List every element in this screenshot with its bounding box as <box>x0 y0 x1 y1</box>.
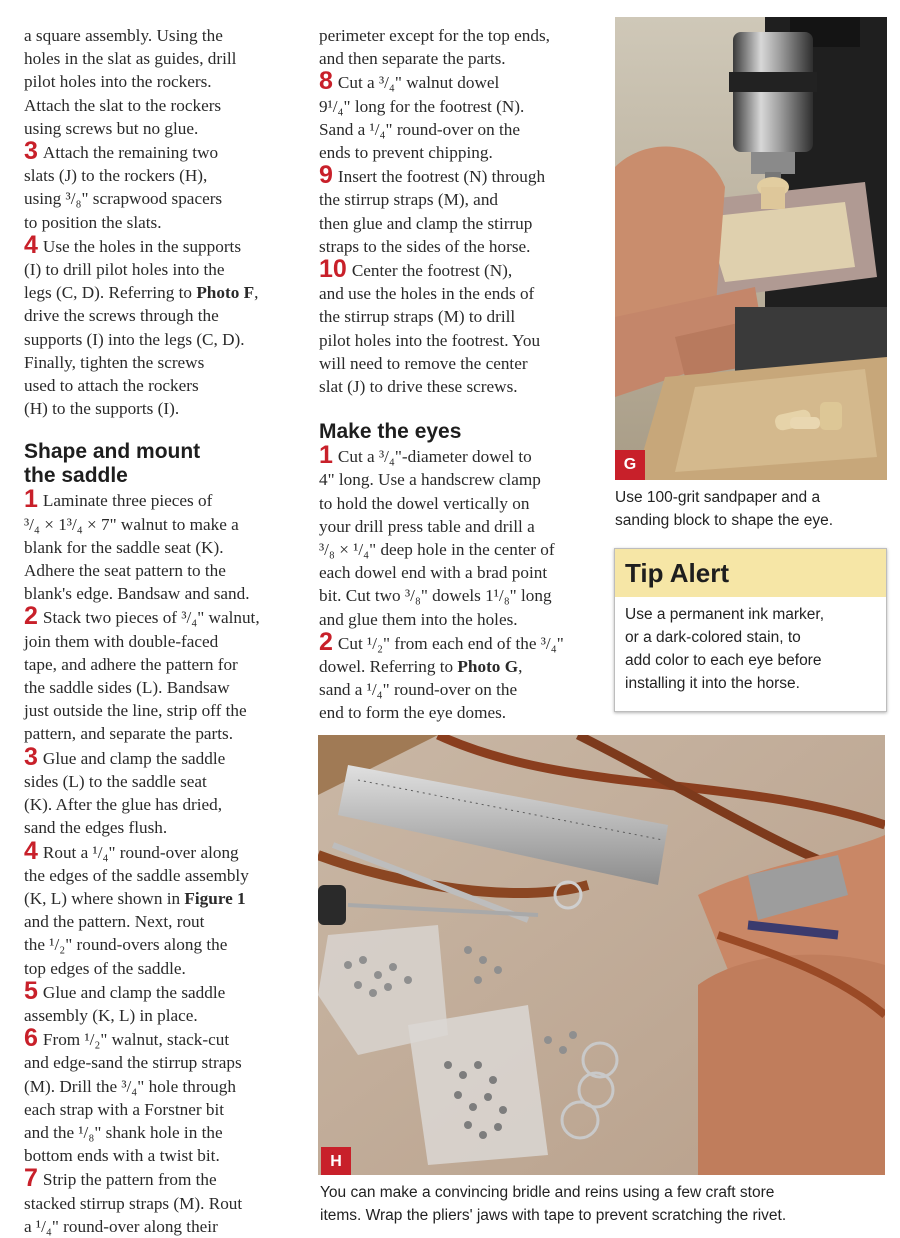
step-line: 4 Use the holes in the supports <box>24 230 242 259</box>
step-line: stacked stirrup straps (M). Rout <box>24 1193 243 1213</box>
step-line: 10 Center the footrest (N), <box>319 255 513 284</box>
step-line: 4" long. Use a handscrew clamp <box>319 470 541 490</box>
step-number: 6 <box>24 1024 38 1053</box>
photo-tag: H <box>321 1147 351 1175</box>
section-heading: the saddle <box>24 464 128 488</box>
step-line: 1 Laminate three pieces of <box>24 485 213 514</box>
step-line: 2 Cut ¹/₂" from each end of the ³/₄" <box>319 627 564 656</box>
photo-tag: G <box>615 450 645 480</box>
step-number: 1 <box>24 485 38 514</box>
step-line: 3 Glue and clamp the saddle <box>24 742 226 771</box>
step-number: 7 <box>24 1164 38 1193</box>
tip-alert-title: Tip Alert <box>615 549 886 597</box>
column-2 <box>319 24 604 725</box>
step-line: ends to prevent chipping. <box>319 143 493 163</box>
step-line: Finally, tighten the screws <box>24 352 205 372</box>
column-1 <box>24 24 294 1238</box>
step-number: 1 <box>319 441 333 470</box>
paragraph-line: using screws but no glue. <box>24 118 199 138</box>
step-line: slats (J) to the rockers (H), <box>24 166 208 186</box>
step-line: supports (I) into the legs (C, D). <box>24 329 245 349</box>
step-line: and use the holes in the ends of <box>319 284 535 304</box>
step-number: 4 <box>24 836 38 865</box>
step-line: and edge-sand the stirrup straps <box>24 1053 242 1073</box>
step-number: 2 <box>319 627 333 656</box>
step-line: 9 Insert the footrest (N) through <box>319 161 546 190</box>
photo-reference: Photo F <box>196 283 255 303</box>
step-line: and the pattern. Next, rout <box>24 912 205 932</box>
photo-reference: Photo G <box>457 657 519 677</box>
step-line: 5 Glue and clamp the saddle <box>24 976 226 1005</box>
step-number: 2 <box>24 602 38 631</box>
step-line: Sand a ¹/₄" round-over on the <box>319 119 520 139</box>
step-line: and glue them into the holes. <box>319 609 518 629</box>
step-number: 4 <box>24 230 38 259</box>
step-line: a ¹/₄" round-over along their <box>24 1216 218 1236</box>
step-line: (H) to the supports (I). <box>24 399 180 419</box>
photo-g-caption: Use 100-grit sandpaper and a sanding block to shape the eye. <box>615 489 834 529</box>
step-number: 5 <box>24 976 38 1005</box>
step-line: the stirrup straps (M), and <box>319 190 499 210</box>
step-line: sides (L) to the saddle seat <box>24 771 207 791</box>
step-line: to position the slats. <box>24 212 162 232</box>
step-line: tape, and adhere the pattern for <box>24 654 238 674</box>
step-line: each strap with a Forstner bit <box>24 1099 224 1119</box>
step-number: 3 <box>24 137 38 166</box>
step-line: (M). Drill the ³/₄" hole through <box>24 1076 236 1096</box>
step-line: 4 Rout a ¹/₄" round-over along <box>24 836 239 865</box>
figure-reference: Figure 1 <box>184 888 246 908</box>
step-line: 9¹/₄" long for the footrest (N). <box>319 96 525 116</box>
step-line: will need to remove the center <box>319 353 528 373</box>
photo-g-illustration <box>615 17 887 480</box>
step-line: the ¹/₂" round-overs along the <box>24 935 228 955</box>
step-line: your drill press table and drill a <box>319 516 535 536</box>
step-line: Adhere the seat pattern to the <box>24 561 226 581</box>
step-line: top edges of the saddle. <box>24 958 186 978</box>
paragraph-line: perimeter except for the top ends, <box>319 26 550 45</box>
photo-h-caption: You can make a convincing bridle and reins using a few craft store items. Wrap the pliers' jaws with tape to prevent scratching the rivet. <box>320 1184 787 1224</box>
step-line: slat (J) to drive these screws. <box>319 377 518 397</box>
step-line: just outside the line, strip off the <box>24 701 247 721</box>
tip-alert-body: Use a permanent ink marker, or a dark-colored stain, to add color to each eye before installing it into the horse. <box>625 606 825 692</box>
step-line: to hold the dowel vertically on <box>319 493 530 513</box>
step-line: 8 Cut a ³/₄" walnut dowel <box>319 67 500 96</box>
section-heading: Shape and mount <box>24 440 201 464</box>
step-line: used to attach the rockers <box>24 376 199 396</box>
step-line: end to form the eye domes. <box>319 703 507 723</box>
paragraph-line: pilot holes into the rockers. <box>24 72 212 92</box>
step-line: the edges of the saddle assembly <box>24 865 249 885</box>
step-line: (K, L) where shown in Figure 1 <box>24 888 246 908</box>
step-line: ³/₈ × ¹/₄" deep hole in the center of <box>319 540 555 560</box>
step-line: sand a ¹/₄" round-over on the <box>319 680 518 700</box>
photo-g-drill-press <box>615 17 887 480</box>
photo-h-illustration <box>318 735 885 1175</box>
step-line: 1 Cut a ³/₄"-diameter dowel to <box>319 441 532 470</box>
step-line: blank for the saddle seat (K). <box>24 537 224 557</box>
step-line: dowel. Referring to Photo G, <box>319 657 523 677</box>
step-line: drive the screws through the <box>24 306 219 326</box>
step-line: 7 Strip the pattern from the <box>24 1164 217 1193</box>
step-line: pilot holes into the footrest. You <box>319 330 541 350</box>
step-line: the saddle sides (L). Bandsaw <box>24 678 230 698</box>
paragraph-line: Attach the slat to the rockers <box>24 95 222 115</box>
step-line: 6 From ¹/₂" walnut, stack-cut <box>24 1024 230 1053</box>
step-line: bottom ends with a twist bit. <box>24 1146 220 1166</box>
step-line: pattern, and separate the parts. <box>24 724 234 744</box>
step-line: using ³/₈" scrapwood spacers <box>24 189 223 209</box>
step-line: blank's edge. Bandsaw and sand. <box>24 584 250 604</box>
step-line: assembly (K, L) in place. <box>24 1005 198 1025</box>
step-line: 2 Stack two pieces of ³/₄" walnut, <box>24 602 260 631</box>
step-line: then glue and clamp the stirrup <box>319 213 533 233</box>
step-line: (K). After the glue has dried, <box>24 795 223 815</box>
step-line: and the ¹/₈" shank hole in the <box>24 1122 223 1142</box>
step-number: 9 <box>319 161 333 190</box>
paragraph-line: holes in the slat as guides, drill <box>24 49 237 69</box>
step-line: ³/₄ × 1³/₄ × 7" walnut to make a <box>24 514 239 534</box>
step-line: 3 Attach the remaining two <box>24 137 219 166</box>
step-number: 3 <box>24 742 38 771</box>
step-line: join them with double-faced <box>24 631 219 651</box>
step-line: sand the edges flush. <box>24 818 168 838</box>
step-line: straps to the sides of the horse. <box>319 236 531 256</box>
step-line: bit. Cut two ³/₈" dowels 1¹/₈" long <box>319 586 552 606</box>
tip-alert-box <box>614 548 887 712</box>
step-line: legs (C, D). Referring to Photo F, <box>24 283 259 303</box>
step-line: each dowel end with a brad point <box>319 563 548 583</box>
section-heading: Make the eyes <box>319 420 462 444</box>
step-line: the stirrup straps (M) to drill <box>319 307 516 327</box>
paragraph-line: a square assembly. Using the <box>24 26 223 45</box>
paragraph-line: and then separate the parts. <box>319 49 506 69</box>
step-line: (I) to drill pilot holes into the <box>24 260 225 280</box>
photo-h-bridle-supplies <box>318 735 885 1175</box>
step-number: 8 <box>319 67 333 96</box>
step-number: 10 <box>319 255 347 284</box>
